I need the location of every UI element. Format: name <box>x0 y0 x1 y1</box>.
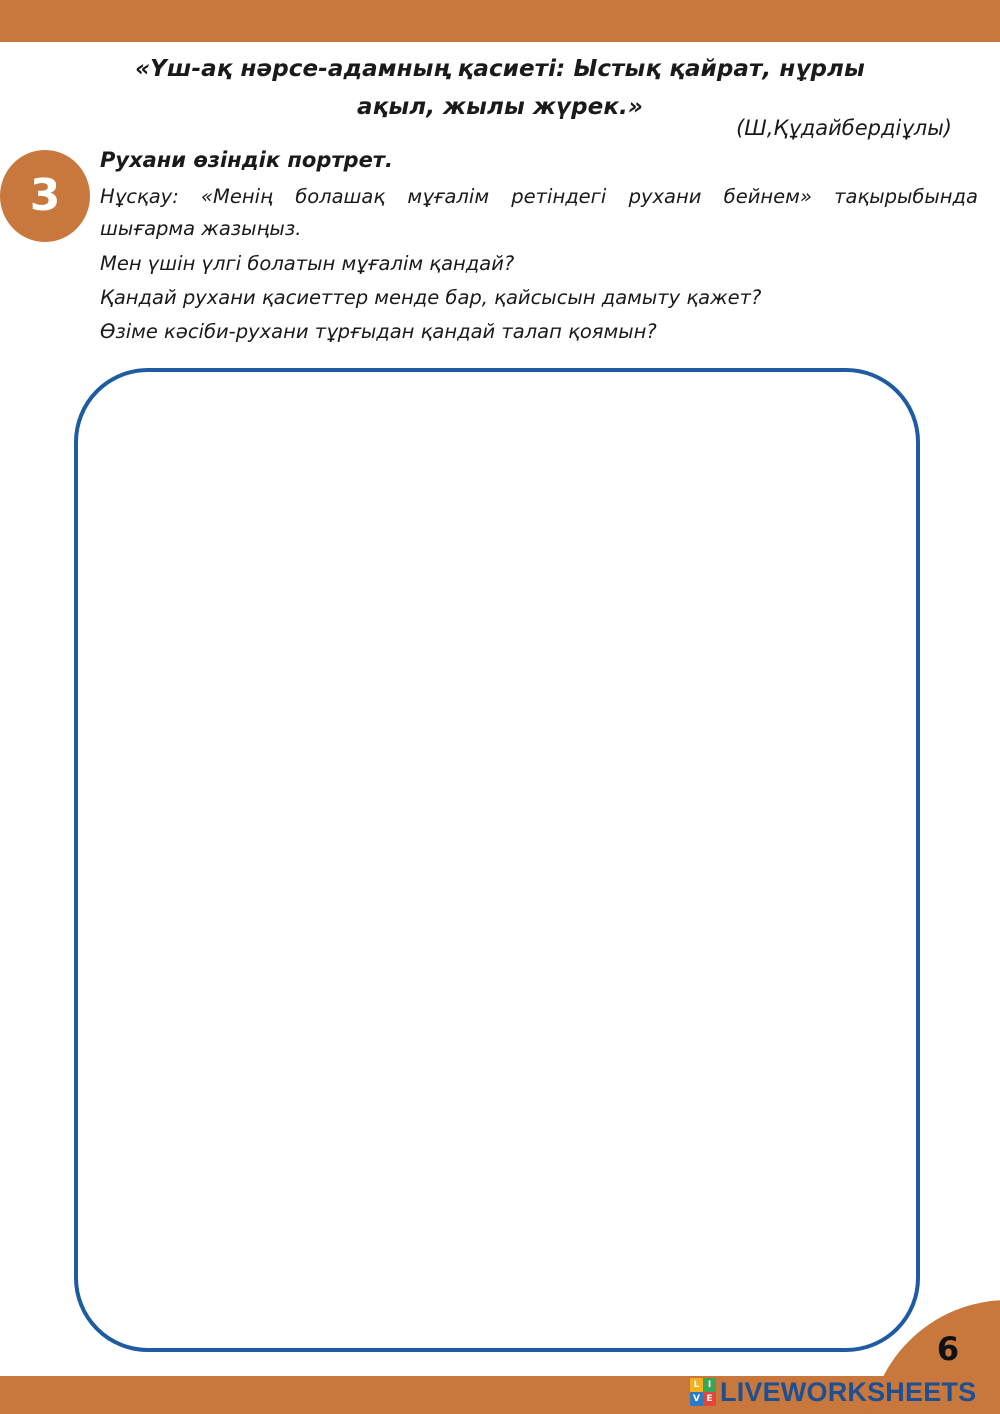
page-number: 6 <box>936 1330 960 1368</box>
logo-letter-v: V <box>690 1392 703 1406</box>
logo-letter-i: I <box>703 1378 716 1392</box>
instruction-line-1: Нұсқау: «Менің болашақ мұғалім ретіндегі рухани бейнем» тақырыбында <box>100 185 978 208</box>
epigraph-author: (Ш,Құдайбердіұлы) <box>736 116 952 140</box>
liveworksheets-brand-text: LIVEWORKSHEETS <box>720 1376 977 1407</box>
liveworksheets-brand[interactable] <box>690 1374 976 1410</box>
epigraph-line-1: «Үш-ақ нәрсе-адамның қасиеті: Ыстық қайрат, нұрлы <box>135 56 865 82</box>
task-title: Рухани өзіндік портрет. <box>100 148 393 172</box>
logo-letter-e: E <box>703 1392 716 1406</box>
logo-letter-l: L <box>690 1378 703 1392</box>
top-decor-bar <box>0 0 1000 42</box>
liveworksheets-logo-icon <box>690 1378 716 1406</box>
question-item: Мен үшін үлгі болатын мұғалім қандай? <box>100 252 515 275</box>
task-instruction <box>100 180 978 214</box>
task-number-badge: 3 <box>0 150 90 242</box>
answer-input[interactable] <box>78 372 916 1348</box>
instruction-line-2: шығарма жазыңыз. <box>100 217 302 240</box>
epigraph-line-2: ақыл, жылы жүрек.» <box>357 94 643 120</box>
answer-box <box>74 368 920 1352</box>
question-item: Қандай рухани қасиеттер менде бар, қайсысын дамыту қажет? <box>100 286 762 309</box>
question-item: Өзіме кәсіби-рухани тұрғыдан қандай талап қоямын? <box>100 320 657 343</box>
